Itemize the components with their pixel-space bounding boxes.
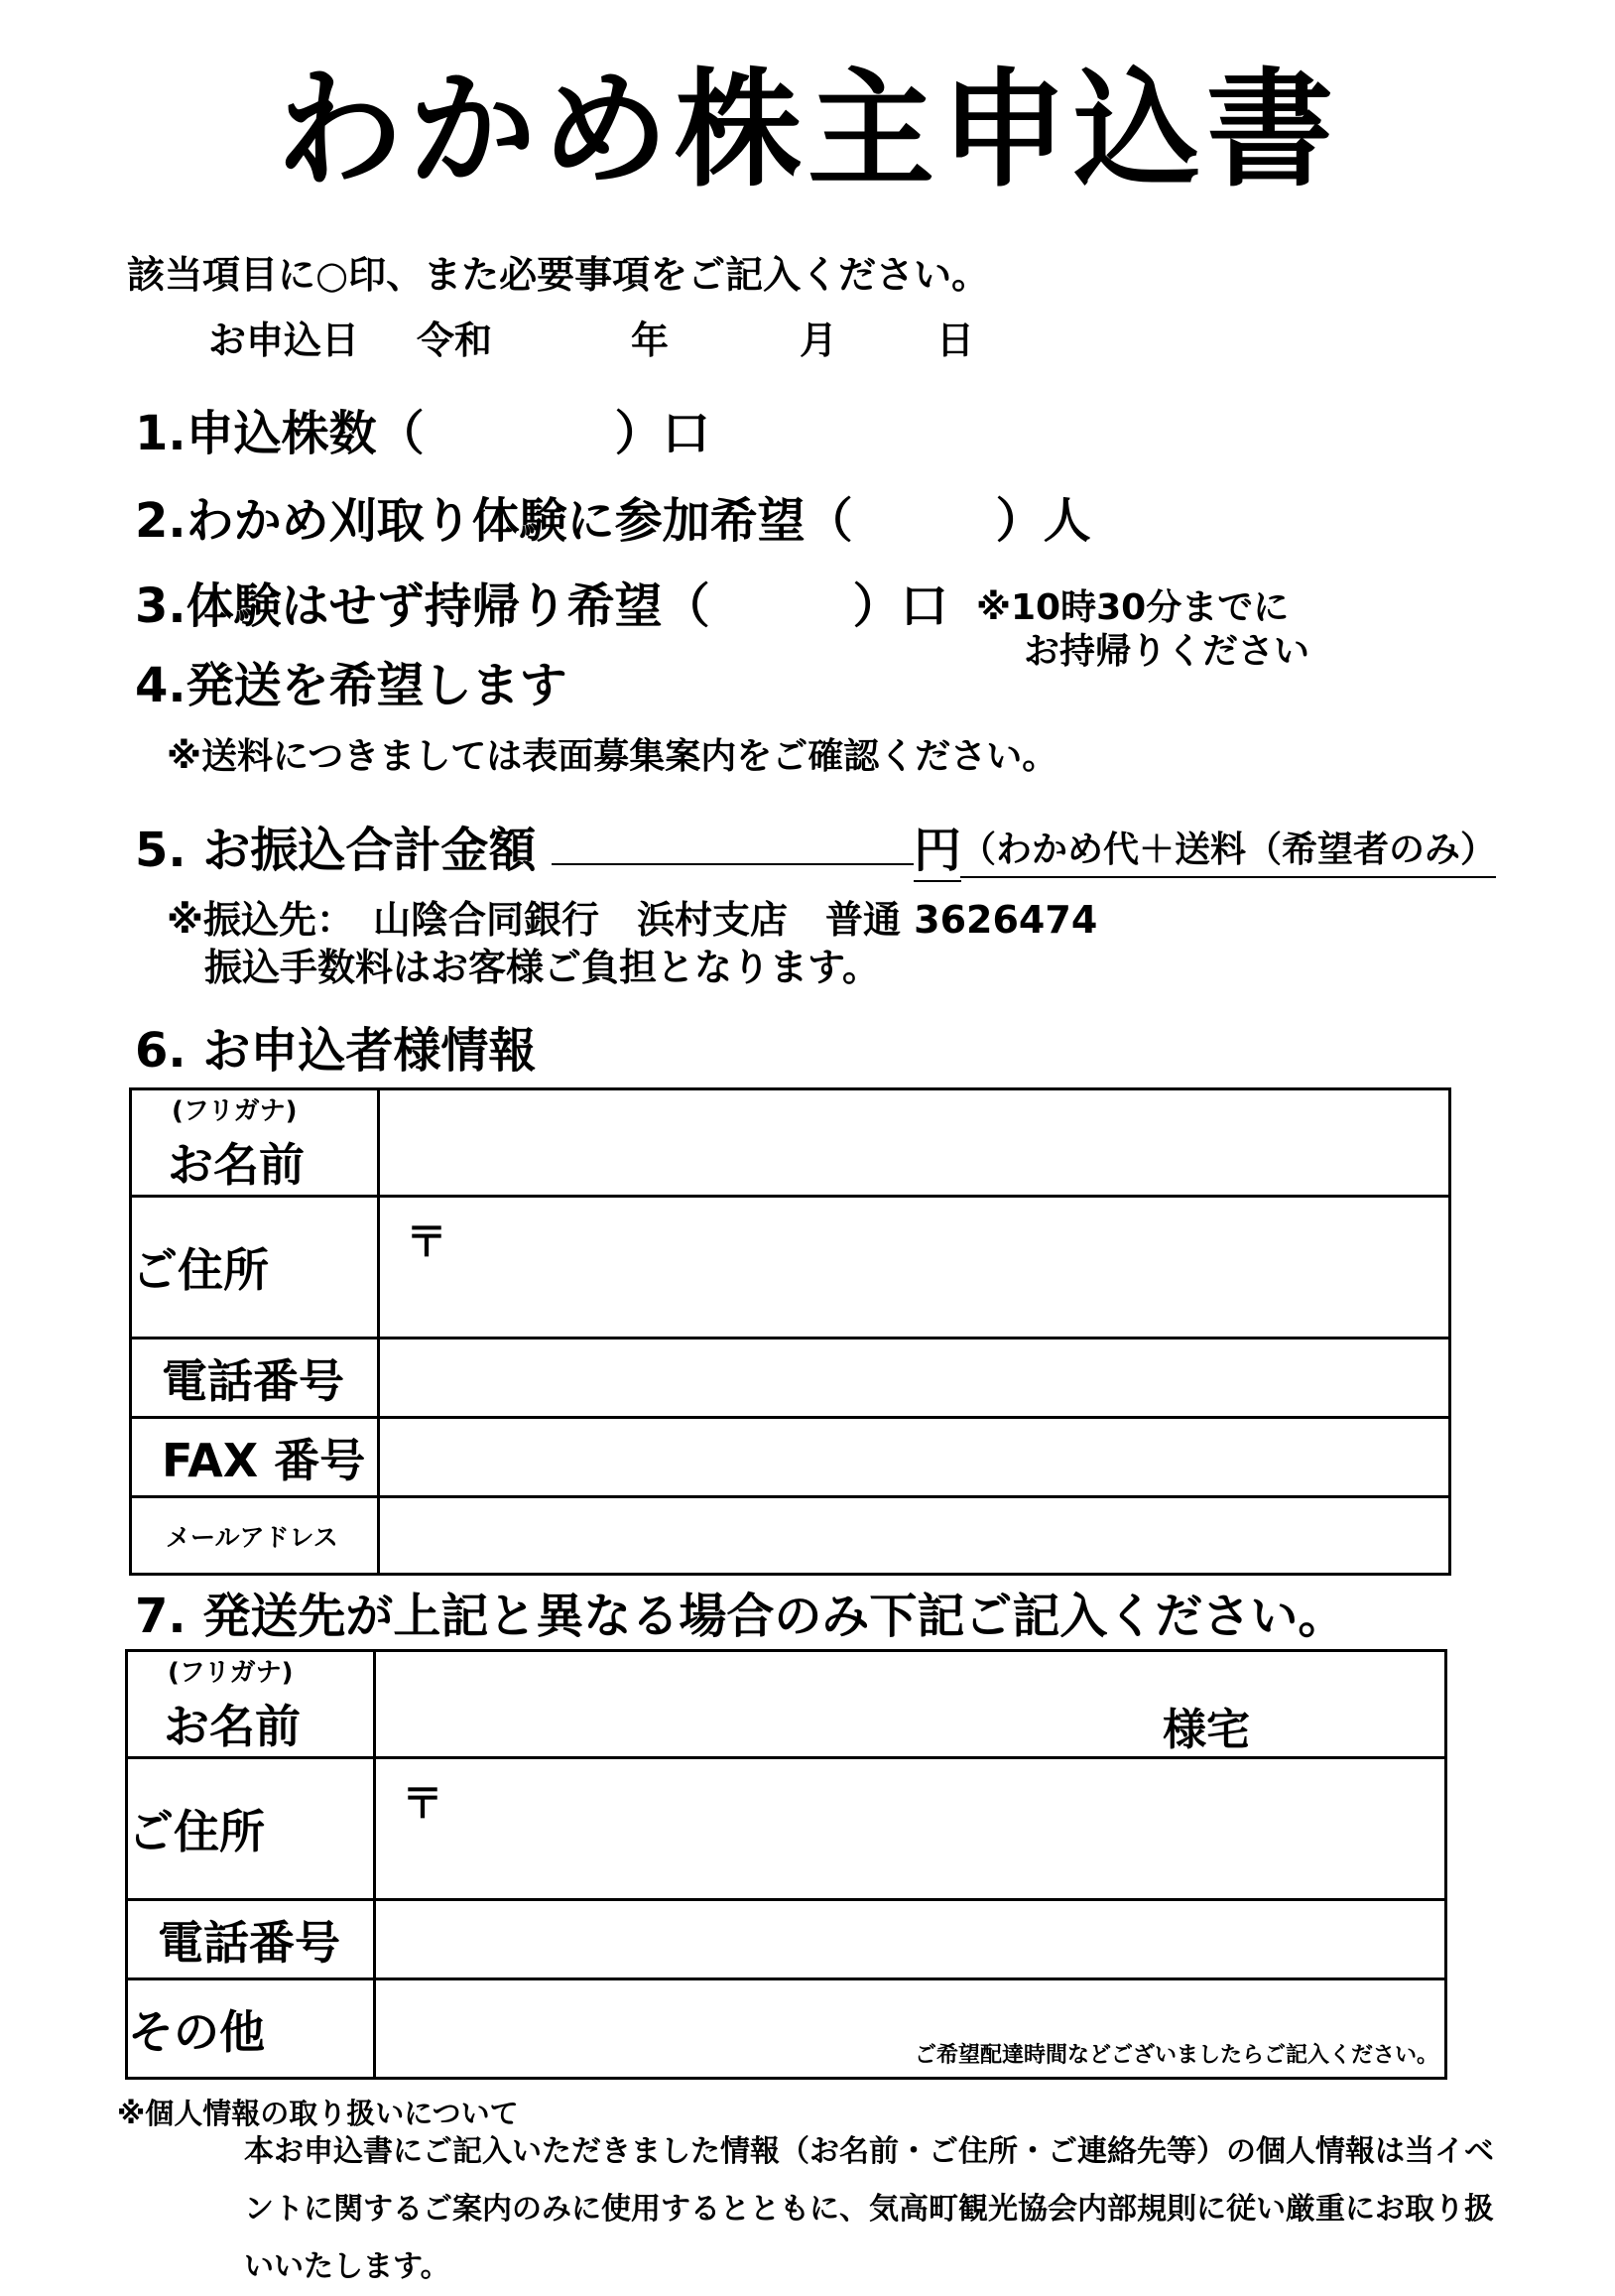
item-4-note: ※送料につきましては表面募集案内をご確認ください。 — [167, 736, 1058, 777]
item-2-harvest-experience: 2.わかめ刈取り体験に参加希望（ ）人 — [135, 493, 1091, 549]
applicant-phone-label: 電話番号 — [131, 1339, 379, 1418]
date-label: お申込日 — [208, 319, 360, 362]
section-7-title: 7. 発送先が上記と異なる場合のみ下記ご記入ください。 — [135, 1589, 1346, 1644]
applicant-address-label: ご住所 — [131, 1197, 379, 1339]
date-day: 日 — [936, 319, 975, 362]
applicant-email-label: メールアドレス — [131, 1497, 379, 1575]
applicant-name-label — [131, 1089, 379, 1197]
applicant-address-field[interactable] — [379, 1197, 1450, 1339]
instruction-text: 該当項目に○印、また必要事項をご記入ください。 — [127, 253, 990, 297]
item-3-takeaway: 3.体験はせず持帰り希望（ ）口 — [135, 578, 948, 634]
item-5-total-label: 5. お振込合計金額 — [135, 823, 537, 878]
section-6-title: 6. お申込者様情報 — [135, 1023, 537, 1079]
postal-mark: 〒 — [402, 1779, 444, 1828]
recipient-address-field[interactable] — [375, 1758, 1446, 1900]
applicant-fax-field[interactable] — [379, 1418, 1450, 1497]
residence-suffix: 様宅 — [1163, 1705, 1250, 1755]
privacy-heading: ※個人情報の取り扱いについて — [117, 2097, 519, 2130]
recipient-phone-label: 電話番号 — [127, 1900, 375, 1979]
privacy-body: 本お申込書にご記入いただきました情報（お名前・ご住所・ご連絡先等）の個人情報は当イベントに関するご案内のみに使用するとともに、気高町観光協会内部規則に従い厳重にお取り扱いいたします。 — [244, 2134, 1494, 2284]
total-amount-note: （わかめ代＋送料（希望者のみ） — [960, 822, 1496, 878]
date-year: 年 — [631, 319, 670, 362]
recipient-name-field[interactable] — [375, 1651, 1446, 1758]
bank-transfer-info: ※振込先： 山陰合同銀行 浜村支店 普通 3626474 — [167, 898, 1098, 942]
applicant-fax-label: FAX 番号 — [131, 1418, 379, 1497]
item-1-shares: 1.申込株数（ ）口 — [135, 406, 710, 461]
yen-symbol: 円 — [914, 812, 961, 882]
item-3-note-line1: ※10時30分までに — [976, 587, 1290, 628]
document-title: わかめ株主申込書 — [275, 56, 1339, 204]
name-label: お名前 — [164, 1700, 301, 1753]
name-label: お名前 — [168, 1138, 305, 1192]
total-amount-field[interactable] — [552, 863, 914, 865]
applicant-name-field[interactable] — [379, 1089, 1450, 1197]
other-label: その他 — [127, 1979, 375, 2079]
recipient-address-label: ご住所 — [127, 1758, 375, 1900]
recipient-phone-field[interactable] — [375, 1900, 1446, 1979]
furigana-label: (フリガナ) — [168, 1658, 294, 1688]
transfer-fee-note: 振込手数料はお客様ご負担となります。 — [204, 946, 880, 989]
shipping-destination-table — [125, 1649, 1447, 2080]
furigana-label: (フリガナ) — [172, 1096, 298, 1126]
date-month: 月 — [800, 319, 838, 362]
applicant-email-field[interactable] — [379, 1497, 1450, 1575]
item-4-shipping: 4.発送を希望します — [135, 658, 567, 713]
applicant-phone-field[interactable] — [379, 1339, 1450, 1418]
item-3-note-line2: お持帰りください — [1024, 631, 1310, 672]
postal-mark: 〒 — [406, 1217, 448, 1266]
applicant-info-table — [129, 1087, 1451, 1576]
other-field[interactable] — [375, 1979, 1446, 2079]
date-era: 令和 — [417, 319, 493, 362]
recipient-name-label — [127, 1651, 375, 1758]
delivery-time-hint: ご希望配達時間などございましたらご記入ください。 — [914, 2043, 1438, 2068]
